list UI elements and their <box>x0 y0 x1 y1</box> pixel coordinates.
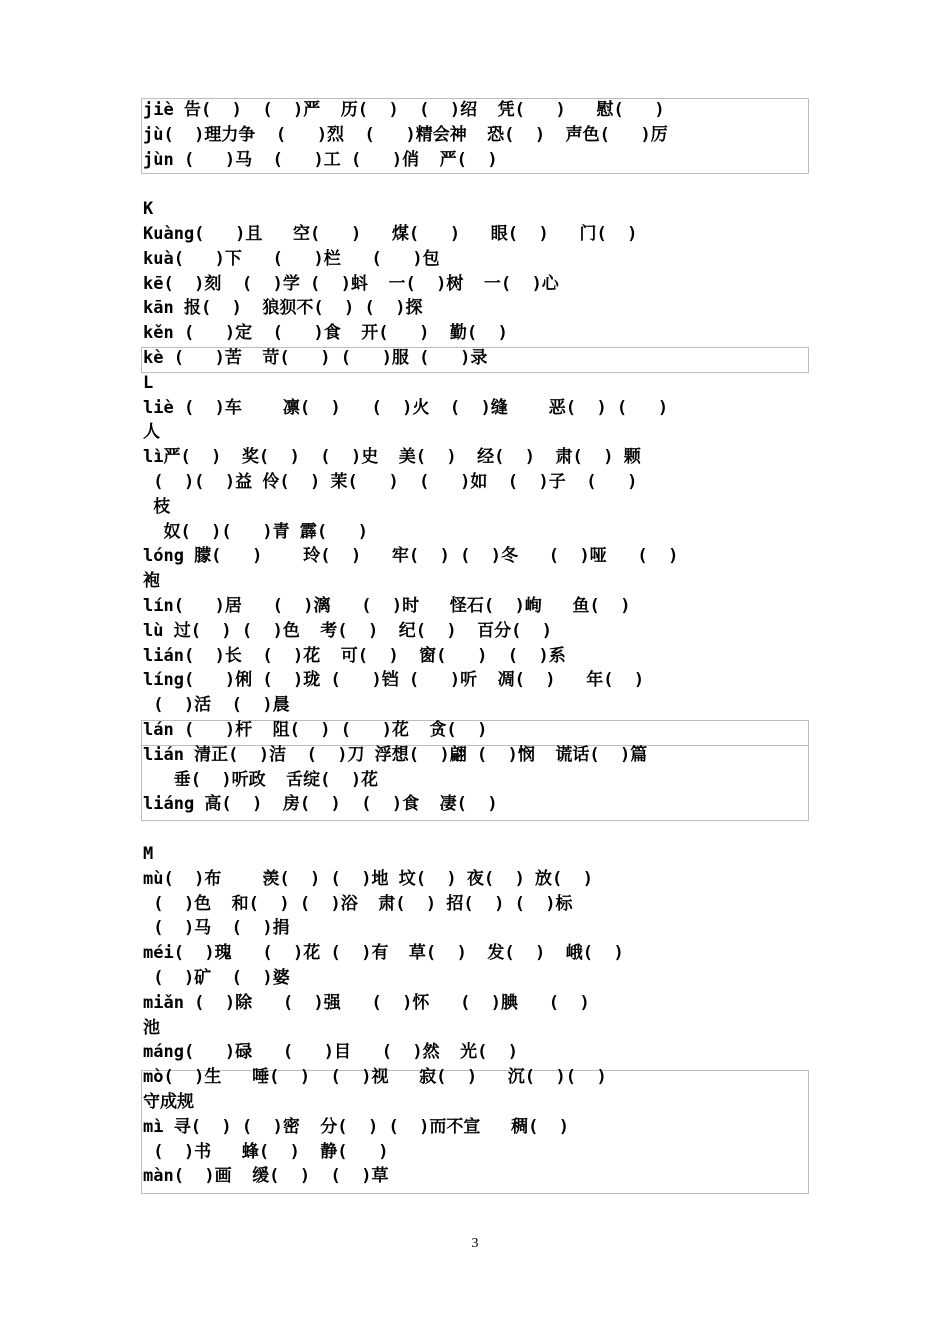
text-line: kē( )刻 ( )学 ( )蚪 一( )树 一( )心 <box>143 273 559 294</box>
text-line: liè ( )车 凛( ) ( )火 ( )缝 恶( ) ( ) <box>143 397 669 418</box>
text-line: miǎn ( )除 ( )强 ( )怀 ( )腆 ( ) <box>143 992 590 1013</box>
text-line: 奴( )( )青 霹( ) <box>143 521 368 542</box>
text-line: mù( )布 羡( ) ( )地 坟( ) 夜( ) 放( ) <box>143 868 593 889</box>
text-line: 池 <box>143 1017 160 1038</box>
text-line: L <box>143 372 154 393</box>
text-line: 枝 <box>143 496 171 517</box>
text-line: liáng 高( ) 房( ) ( )食 凄( ) <box>143 794 498 815</box>
text-line: mò( )生 唾( ) ( )视 寂( ) 沉( )( ) <box>143 1067 607 1088</box>
text-line: kěn ( )定 ( )食 开( ) 勤( ) <box>143 323 508 344</box>
text-line: lóng 朦( ) 玲( ) 牢( ) ( )冬 ( )哑 ( ) <box>143 546 679 567</box>
text-line: M <box>143 844 154 864</box>
text-line: lán ( )杆 阻( ) ( )花 贪( ) <box>143 720 488 740</box>
text-line: jù( )理力争 ( )烈 ( )精会神 恐( ) 声色( )厉 <box>143 124 668 145</box>
text-line: ( )书 蜂( ) 静( ) <box>143 1141 389 1162</box>
text-line: màn( )画 缓( ) ( )草 <box>143 1166 389 1187</box>
text-line: méi( )瑰 ( )花 ( )有 草( ) 发( ) 峨( ) <box>143 943 624 964</box>
text-line: kè ( )苦 苛( ) ( )服 ( )录 <box>143 348 488 368</box>
text-line: 守成规 <box>143 1092 194 1112</box>
text-line: ( )活 ( )晨 <box>143 695 290 716</box>
text-line: lián( )长 ( )花 可( ) 窗( ) ( )系 <box>143 645 566 666</box>
text-line: lì严( ) 奖( ) ( )史 美( ) 经( ) 肃( ) 颗 <box>143 447 641 468</box>
text-line: jiè 告( ) ( )严 历( ) ( )绍 凭( ) 慰( ) <box>143 100 665 120</box>
text-line: ( )( )益 伶( ) 茉( ) ( )如 ( )子 ( ) <box>143 472 638 492</box>
text-line: K <box>143 199 154 220</box>
text-line: kuà( )下 ( )栏 ( )包 <box>143 248 440 269</box>
text-line: líng( )俐 ( )珑 ( )铛 ( )听 凋( ) 年( ) <box>143 670 645 691</box>
text-line: lián 清正( )洁 ( )刀 浮想( )翩 ( )悯 谎话( )篇 <box>143 744 648 765</box>
text-line: lù 过( ) ( )色 考( ) 纪( ) 百分( ) <box>143 620 553 641</box>
text-line: máng( )碌 ( )目 ( )然 光( ) <box>143 1042 519 1063</box>
text-line: 袍 <box>143 571 160 592</box>
page-number: 3 <box>471 1236 479 1251</box>
text-line: jùn ( )马 ( )工 ( )俏 严( ) <box>143 149 498 170</box>
text-line: ( )矿 ( )婆 <box>143 968 290 988</box>
text-line: kān 报( ) 狼狈不( ) ( )探 <box>143 298 423 319</box>
text-line: ( )色 和( ) ( )浴 肃( ) 招( ) ( )标 <box>143 893 573 914</box>
text-line: mì 寻( ) ( )密 分( ) ( )而不宣 稠( ) <box>143 1116 570 1137</box>
text-line: Kuàng( )且 空( ) 煤( ) 眼( ) 门( ) <box>143 224 638 244</box>
text-line: ( )马 ( )捐 <box>143 918 290 939</box>
text-line: 人 <box>143 422 160 443</box>
text-line: lín( )居 ( )漓 ( )时 怪石( )峋 鱼( ) <box>143 596 631 616</box>
text-line: 垂( )听政 舌绽( )花 <box>143 769 379 790</box>
